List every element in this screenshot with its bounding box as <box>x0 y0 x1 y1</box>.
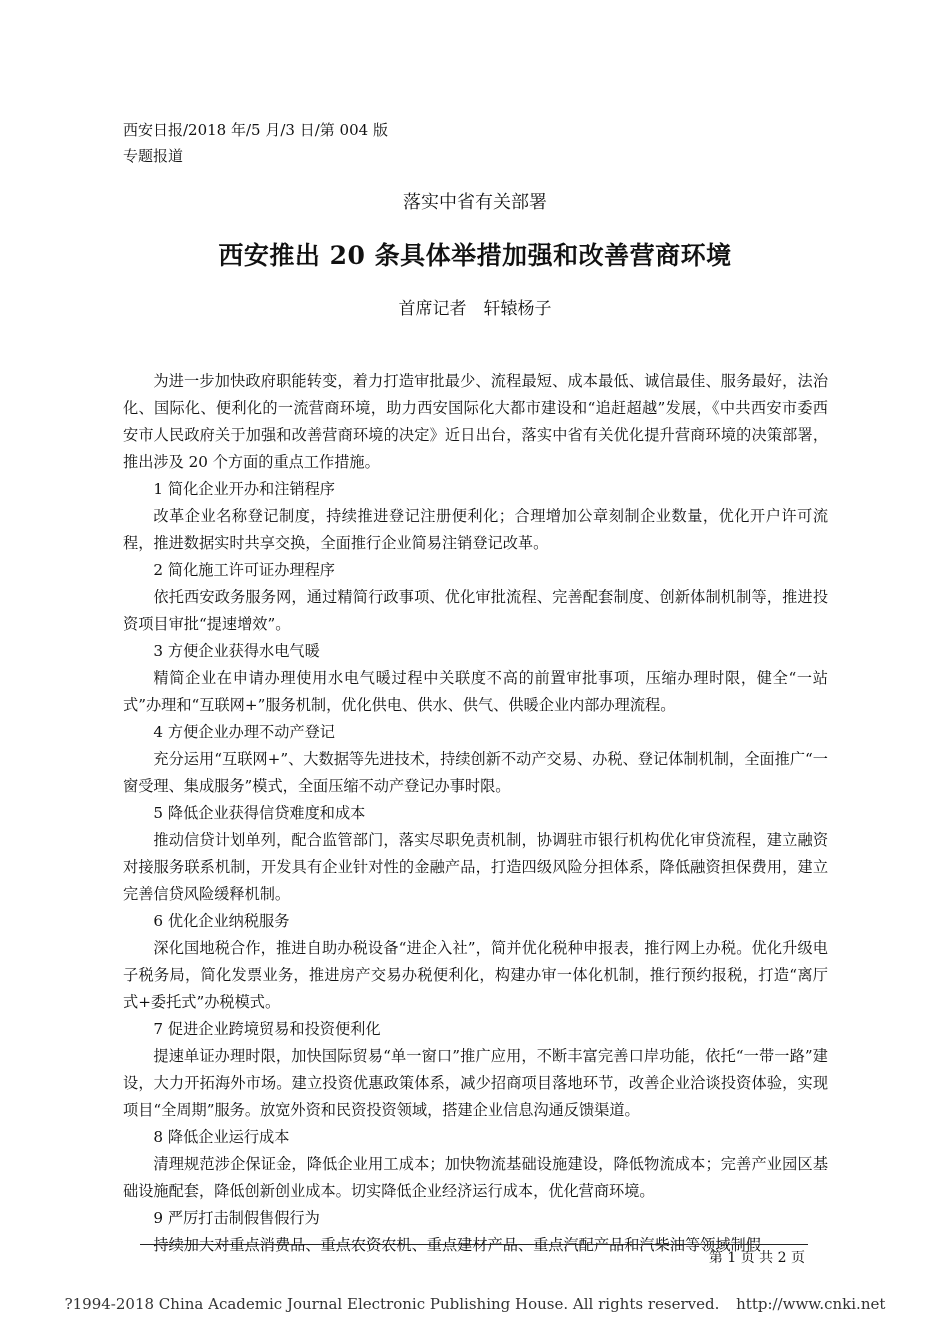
section-paragraph: 依托西安政务服务网，通过精简行政事项、优化审批流程、完善配套制度、创新体制机制等，推进投资项目审批“提速增效”。 <box>123 588 828 633</box>
copyright-text: ?1994-2018 China Academic Journal Electronic Publishing House. All rights reserved. <box>64 1295 720 1313</box>
article-kicker: 落实中省有关部署 <box>403 192 547 213</box>
section-heading: 4 方便企业办理不动产登记 <box>153 723 335 741</box>
page-indicator: 第 1 页 共 2 页 <box>708 1250 805 1266</box>
section-paragraph: 提速单证办理时限，加快国际贸易“单一窗口”推广应用，不断丰富完善口岸功能，依托“一带一路”建设，大力开拓海外市场。建立投资优惠政策体系，减少招商项目落地环节，改善企业洽谈投资体验，实现项目“全周期”服务。放宽外资和民资投资领域，搭建企业信息沟通反馈渠道。 <box>123 1047 828 1119</box>
section-paragraph: 推动信贷计划单列，配合监管部门，落实尽职免责机制，协调驻市银行机构优化审贷流程，建立融资对接服务联系机制，开发具有企业针对性的金融产品，打造四级风险分担体系，降低融资担保费用，建立完善信贷风险缓释机制。 <box>123 831 828 903</box>
footer-divider <box>140 1244 808 1245</box>
section-paragraph: 持续加大对重点消费品、重点农资农机、重点建材产品、重点汽配产品和汽柴油等领域制假 <box>153 1236 761 1254</box>
cnki-link[interactable]: http://www.cnki.net <box>736 1295 886 1313</box>
source-line: 西安日报/2018 年/5 月/3 日/第 004 版 <box>123 121 388 139</box>
section-heading: 3 方便企业获得水电气暖 <box>153 642 320 660</box>
article-title: 西安推出 20 条具体举措加强和改善营商环境 <box>218 241 732 270</box>
section-paragraph: 精简企业在申请办理使用水电气暖过程中关联度不高的前置审批事项，压缩办理时限，健全“一站式”办理和“互联网+”服务机制，优化供电、供水、供气、供暖企业内部办理流程。 <box>123 669 828 714</box>
section-paragraph: 改革企业名称登记制度，持续推进登记注册便利化；合理增加公章刻制企业数量，优化开户许可流程，推进数据实时共享交换，全面推行企业简易注销登记改革。 <box>123 507 828 552</box>
article-byline: 首席记者 轩辕杨子 <box>398 299 552 319</box>
section-heading: 2 简化施工许可证办理程序 <box>153 561 335 579</box>
copyright-notice <box>0 1295 950 1313</box>
section-heading: 1 简化企业开办和注销程序 <box>153 480 335 498</box>
section-heading: 6 优化企业纳税服务 <box>153 912 290 930</box>
section-paragraph: 深化国地税合作，推进自助办税设备“进企入社”，简并优化税种申报表，推行网上办税。优化升级电子税务局，简化发票业务，推进房产交易办税便利化，构建办审一体化机制，推行预约报税，打造“离厅式+委托式”办税模式。 <box>123 939 828 1011</box>
section-paragraph: 充分运用“互联网+”、大数据等先进技术，持续创新不动产交易、办税、登记体制机制，全面推广“一窗受理、集成服务”模式，全面压缩不动产登记办事时限。 <box>123 750 828 795</box>
section-heading: 7 促进企业跨境贸易和投资便利化 <box>153 1020 381 1038</box>
article-body <box>123 368 828 1259</box>
section-heading: 9 严厉打击制假售假行为 <box>153 1209 320 1227</box>
section-heading: 8 降低企业运行成本 <box>153 1128 290 1146</box>
intro-paragraph: 为进一步加快政府职能转变，着力打造审批最少、流程最短、成本最低、诚信最佳、服务最好，法治化、国际化、便利化的一流营商环境，助力西安国际化大都市建设和“追赶超越”发展，《中共西安市委西安市人民政府关于加强和改善营商环境的决定》近日出台，落实中省有关优化提升营商环境的决策部署，推出涉及 20 个方面的重点工作措施。 <box>123 372 828 471</box>
source-meta <box>123 117 388 169</box>
section-paragraph: 清理规范涉企保证金，降低企业用工成本；加快物流基础设施建设，降低物流成本；完善产业园区基础设施配套，降低创新创业成本。切实降低企业经济运行成本，优化营商环境。 <box>123 1155 828 1200</box>
column-name: 专题报道 <box>123 147 184 165</box>
section-heading: 5 降低企业获得信贷难度和成本 <box>153 804 366 822</box>
